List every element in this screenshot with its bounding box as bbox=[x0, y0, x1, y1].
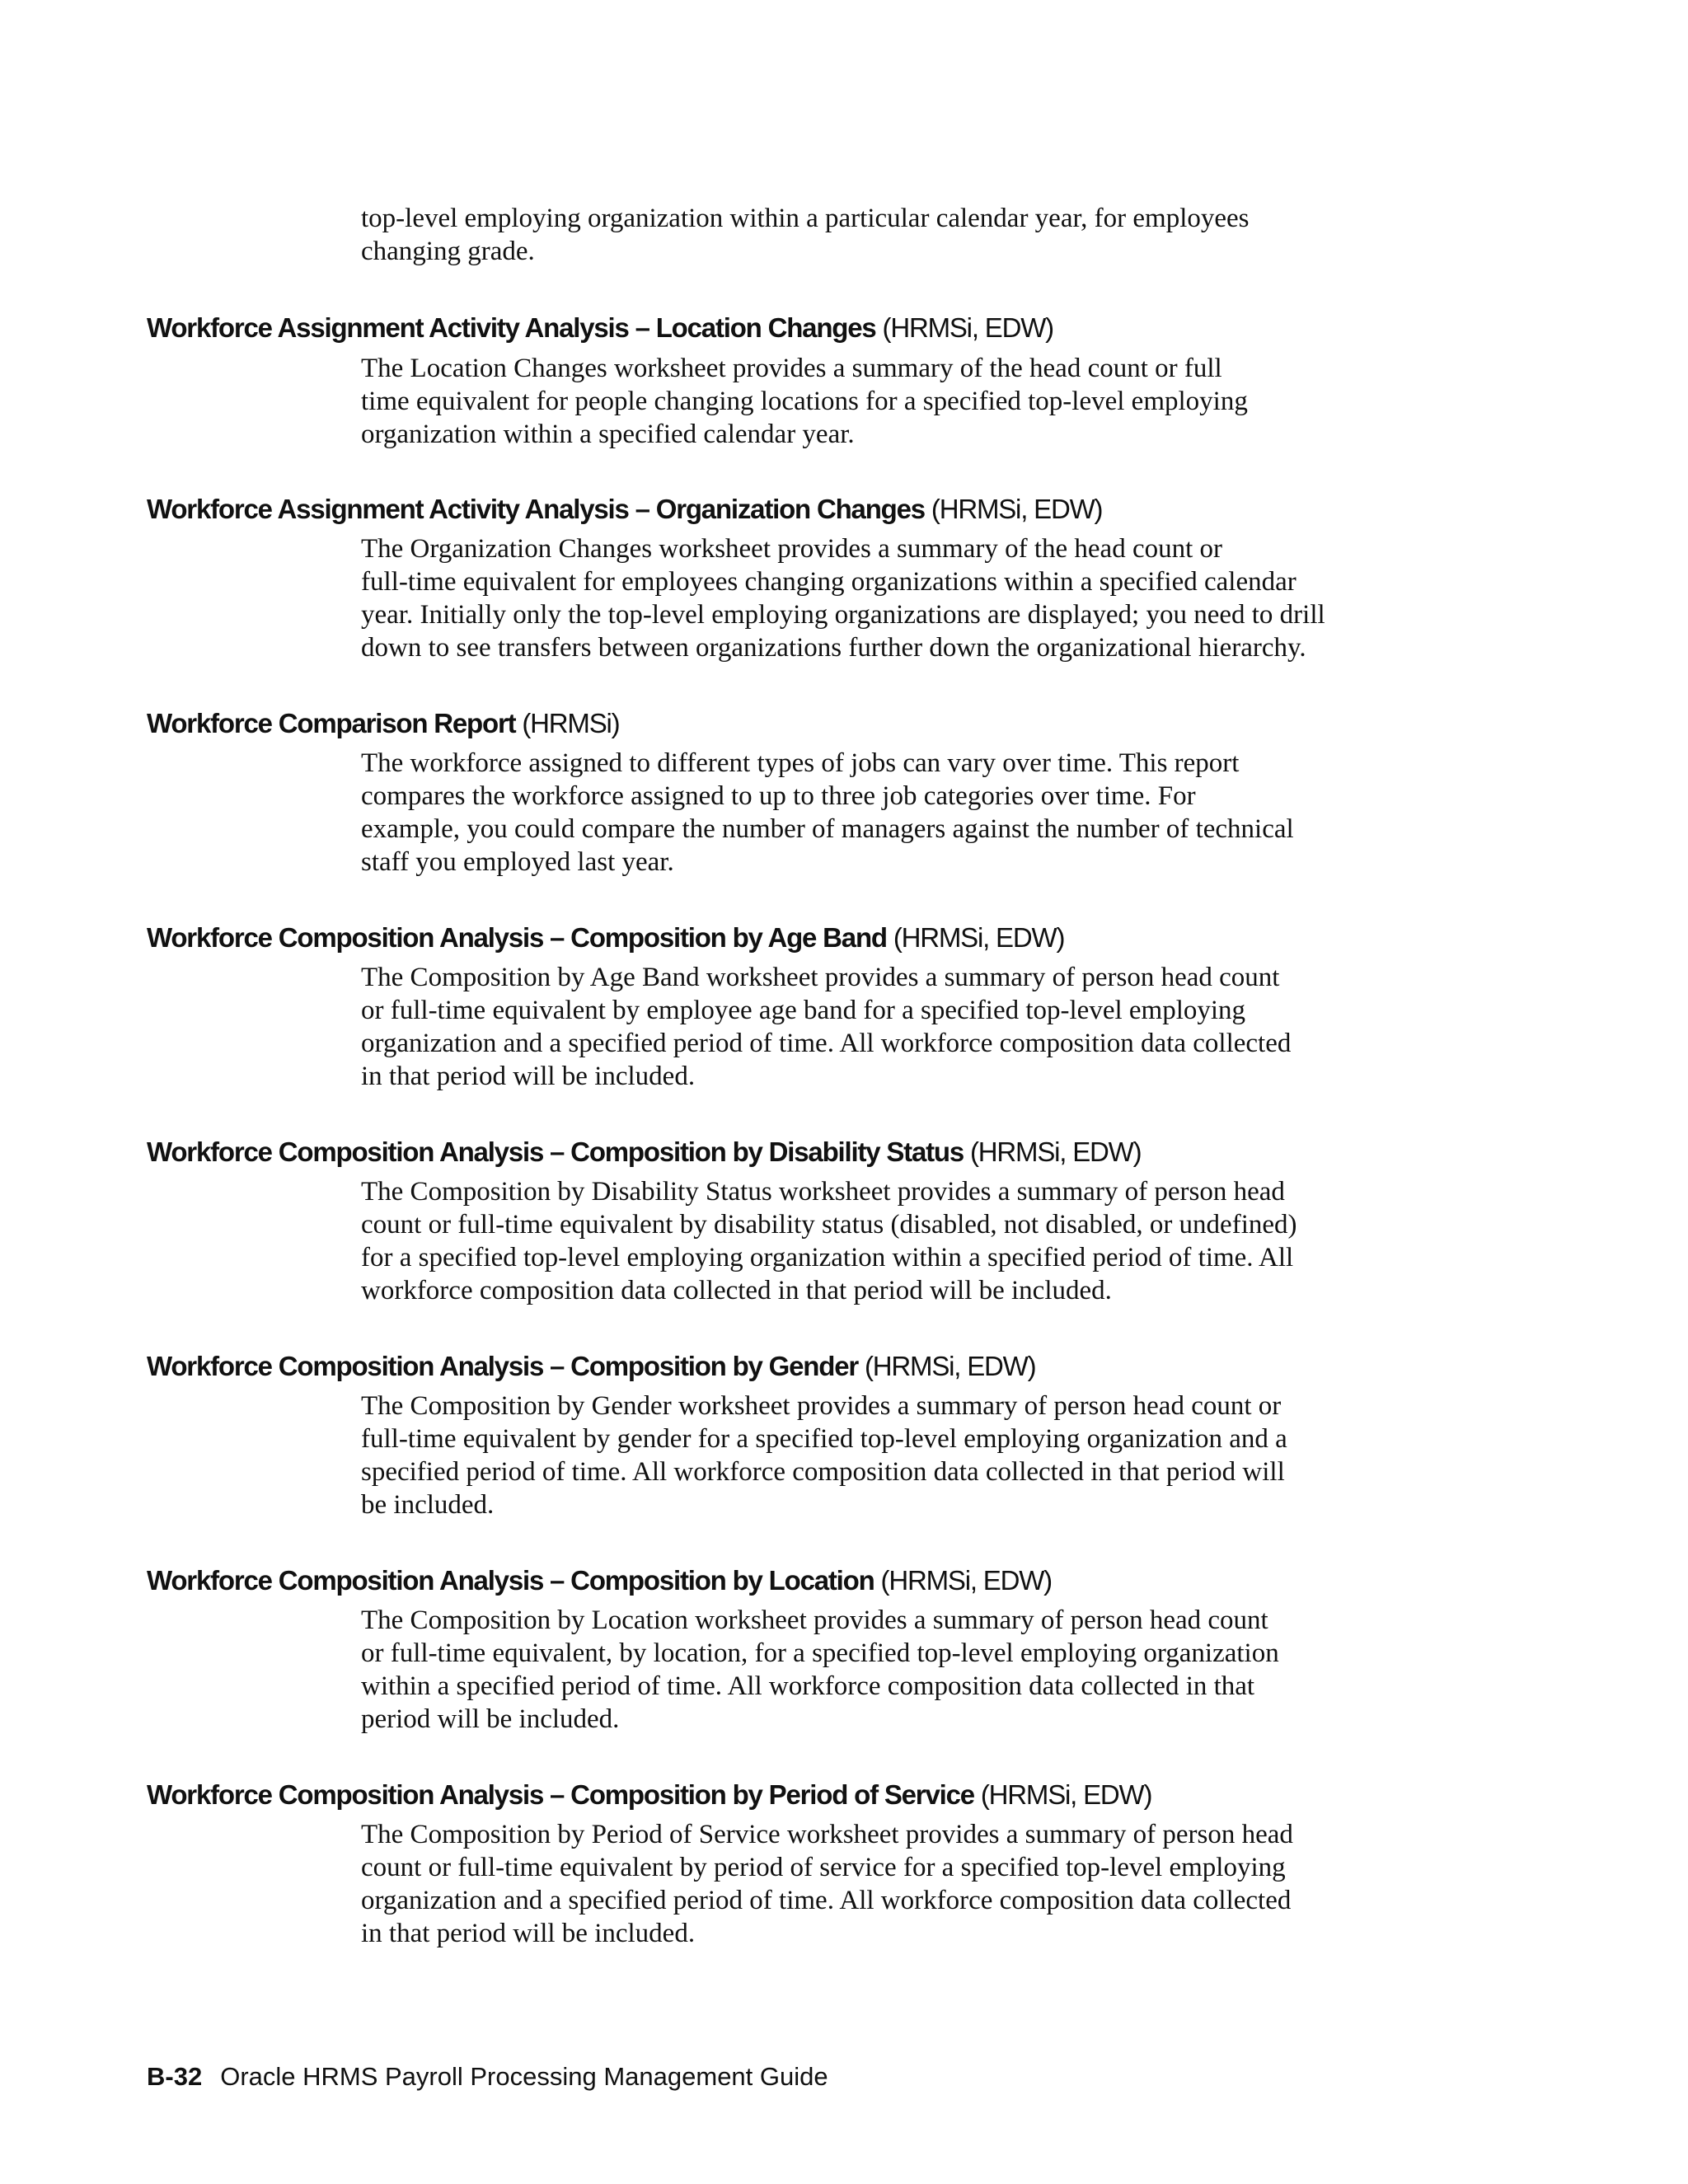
entry-description-organization-changes bbox=[361, 532, 1465, 664]
description-line: organization and a specified period of time. All workforce composition data collected bbox=[361, 1886, 1292, 1915]
entry-title: Workforce Composition Analysis – Composition by Gender bbox=[147, 1351, 859, 1381]
entry-description-composition-by-period-of-service bbox=[361, 1818, 1465, 1950]
description-line: year. Initially only the top-level employing organizations are displayed; you need to drill bbox=[361, 600, 1325, 630]
description-line: or full-time equivalent by employee age band for a specified top-level employing bbox=[361, 996, 1246, 1025]
entry-title: Workforce Composition Analysis – Composition by Location bbox=[147, 1565, 874, 1596]
description-line: or full-time equivalent, by location, for a specified top-level employing organization bbox=[361, 1638, 1279, 1668]
page-number: B-32 bbox=[147, 2062, 203, 2091]
entry-description-composition-by-disability-status bbox=[361, 1175, 1465, 1307]
entry-description-location-changes bbox=[361, 352, 1465, 451]
description-line: full-time equivalent by gender for a specified top-level employing organization and a bbox=[361, 1424, 1287, 1454]
entry-tag: (HRMSi, EDW) bbox=[893, 922, 1065, 953]
description-line: in that period will be included. bbox=[361, 1919, 696, 1948]
description-line: count or full-time equivalent by disability status (disabled, not disabled, or undefined) bbox=[361, 1210, 1297, 1240]
entry-heading-workforce-comparison-report bbox=[147, 707, 1548, 740]
description-line: time equivalent for people changing locations for a specified top-level employing bbox=[361, 387, 1248, 416]
entry-heading-composition-by-age-band bbox=[147, 921, 1548, 954]
entry-tag: (HRMSi, EDW) bbox=[931, 494, 1103, 524]
entry-tag: (HRMSi, EDW) bbox=[864, 1351, 1036, 1381]
entry-description-workforce-comparison-report bbox=[361, 747, 1465, 879]
description-line: The Composition by Disability Status worksheet provides a summary of person head bbox=[361, 1177, 1285, 1207]
intro-paragraph bbox=[361, 202, 1465, 268]
description-line: specified period of time. All workforce composition data collected in that period will bbox=[361, 1457, 1285, 1487]
intro-line: top-level employing organization within a particular calendar year, for employees bbox=[361, 204, 1250, 233]
description-line: The Location Changes worksheet provides a summary of the head count or full bbox=[361, 354, 1222, 383]
description-line: The Composition by Period of Service worksheet provides a summary of person head bbox=[361, 1820, 1293, 1849]
description-line: The Composition by Location worksheet provides a summary of person head count bbox=[361, 1605, 1268, 1635]
page-footer bbox=[147, 2060, 828, 2093]
description-line: example, you could compare the number of managers against the number of technical bbox=[361, 814, 1294, 844]
entry-heading-composition-by-gender bbox=[147, 1350, 1548, 1383]
entry-heading-composition-by-location bbox=[147, 1564, 1548, 1597]
entry-title: Workforce Composition Analysis – Composition by Disability Status bbox=[147, 1137, 964, 1167]
description-line: compares the workforce assigned to up to three job categories over time. For bbox=[361, 781, 1196, 811]
description-line: organization and a specified period of time. All workforce composition data collected bbox=[361, 1029, 1292, 1058]
entry-heading-composition-by-disability-status bbox=[147, 1136, 1548, 1169]
description-line: The Composition by Gender worksheet provides a summary of person head count or bbox=[361, 1391, 1282, 1421]
entry-description-composition-by-age-band bbox=[361, 961, 1465, 1093]
description-line: in that period will be included. bbox=[361, 1062, 696, 1091]
description-line: The workforce assigned to different types of jobs can vary over time. This report bbox=[361, 748, 1240, 778]
entry-tag: (HRMSi, EDW) bbox=[969, 1137, 1142, 1167]
entry-heading-organization-changes bbox=[147, 493, 1548, 526]
entry-tag: (HRMSi, EDW) bbox=[980, 1779, 1152, 1810]
description-line: The Composition by Age Band worksheet provides a summary of person head count bbox=[361, 963, 1280, 992]
entry-title: Workforce Comparison Report bbox=[147, 708, 516, 738]
description-line: workforce composition data collected in that period will be included. bbox=[361, 1276, 1112, 1305]
entry-title: Workforce Assignment Activity Analysis – Organization Changes bbox=[147, 494, 925, 524]
entry-tag: (HRMSi, EDW) bbox=[880, 1565, 1052, 1596]
description-line: staff you employed last year. bbox=[361, 847, 674, 877]
entry-tag: (HRMSi) bbox=[522, 708, 620, 738]
description-line: period will be included. bbox=[361, 1704, 620, 1734]
entry-description-composition-by-location bbox=[361, 1604, 1465, 1736]
description-line: count or full-time equivalent by period of service for a specified top-level employing bbox=[361, 1853, 1286, 1882]
entry-description-composition-by-gender bbox=[361, 1390, 1465, 1521]
description-line: The Organization Changes worksheet provides a summary of the head count or bbox=[361, 534, 1223, 564]
intro-line: changing grade. bbox=[361, 237, 535, 266]
description-line: organization within a specified calendar year. bbox=[361, 419, 855, 449]
description-line: full-time equivalent for employees changing organizations within a specified calendar bbox=[361, 567, 1296, 597]
entry-heading-location-changes bbox=[147, 312, 1548, 344]
guide-title: Oracle HRMS Payroll Processing Management Guide bbox=[220, 2062, 828, 2091]
entry-title: Workforce Composition Analysis – Composition by Age Band bbox=[147, 922, 887, 953]
entry-title: Workforce Composition Analysis – Composition by Period of Service bbox=[147, 1779, 974, 1810]
entry-title: Workforce Assignment Activity Analysis – Location Changes bbox=[147, 312, 876, 343]
description-line: for a specified top-level employing organization within a specified period of time. All bbox=[361, 1243, 1294, 1272]
description-line: down to see transfers between organizations further down the organizational hierarchy. bbox=[361, 633, 1306, 663]
entry-tag: (HRMSi, EDW) bbox=[882, 312, 1053, 343]
description-line: be included. bbox=[361, 1490, 495, 1520]
description-line: within a specified period of time. All workforce composition data collected in that bbox=[361, 1671, 1255, 1701]
entry-heading-composition-by-period-of-service bbox=[147, 1779, 1548, 1811]
